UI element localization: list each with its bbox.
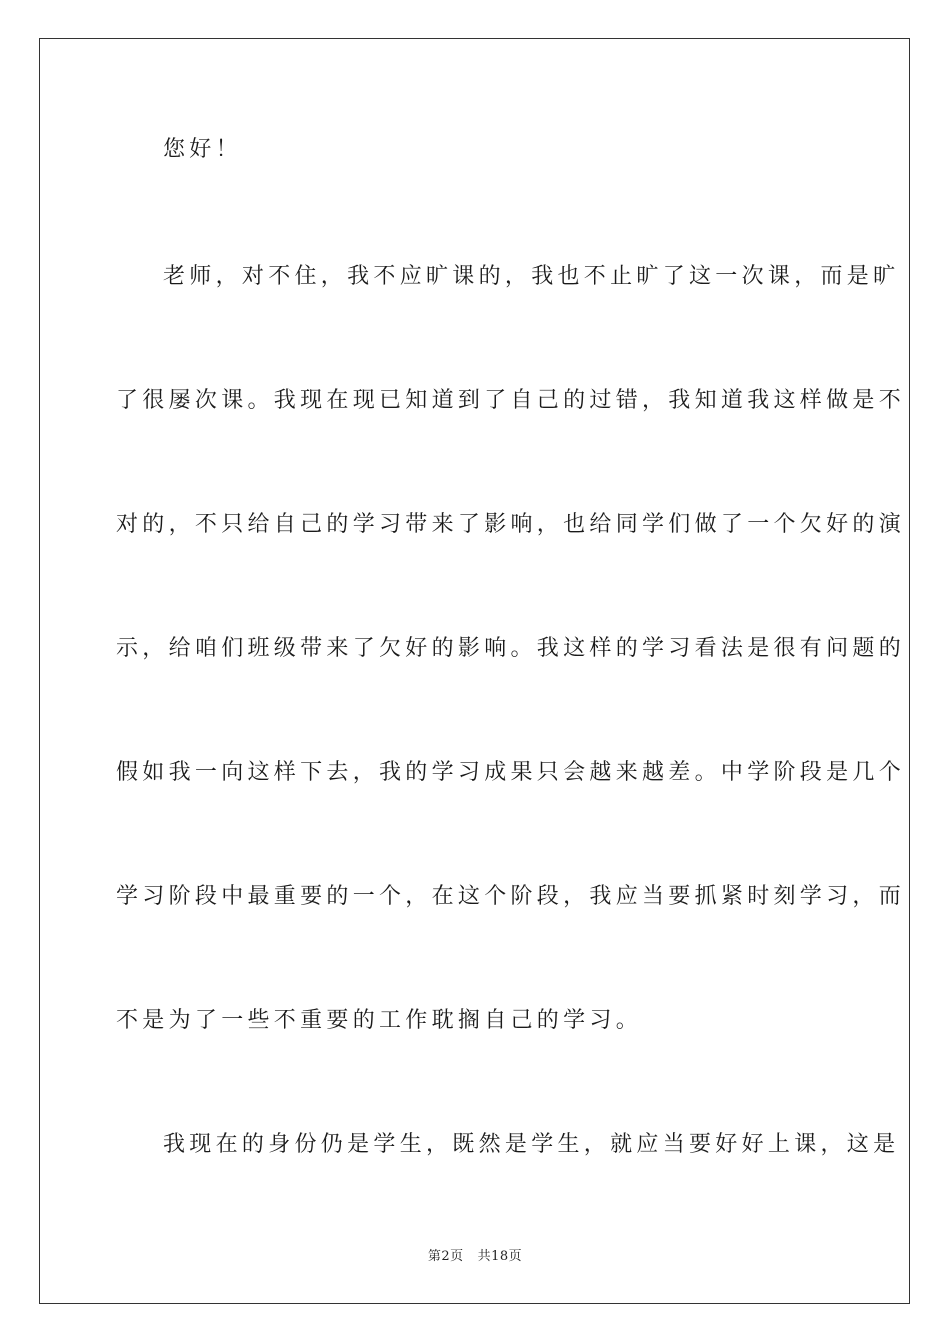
page-footer xyxy=(0,1248,950,1266)
text-line-8: 我现在的身份仍是学生，既然是学生，就应当要好好上课，这是 xyxy=(163,1132,900,1157)
text-line-6: 学习阶段中最重要的一个，在这个阶段，我应当要抓紧时刻学习，而 xyxy=(116,884,906,909)
text-line-1: 老师，对不住，我不应旷课的，我也不止旷了这一次课，而是旷 xyxy=(163,264,900,289)
text-line-4: 示，给咱们班级带来了欠好的影响。我这样的学习看法是很有问题的 xyxy=(116,636,906,661)
text-line-5: 假如我一向这样下去，我的学习成果只会越来越差。中学阶段是几个 xyxy=(116,760,906,785)
page-total: 共18页 xyxy=(477,1249,523,1264)
text-line-7: 不是为了一些不重要的工作耽搁自己的学习。 xyxy=(116,1008,643,1033)
text-line-greeting: 您好！ xyxy=(163,137,242,162)
page-number: 第2页 xyxy=(427,1249,464,1264)
text-line-2: 了很屡次课。我现在现已知道到了自己的过错，我知道我这样做是不 xyxy=(116,388,906,413)
page-border xyxy=(39,38,910,1304)
text-line-3: 对的，不只给自己的学习带来了影响，也给同学们做了一个欠好的演 xyxy=(116,512,906,537)
